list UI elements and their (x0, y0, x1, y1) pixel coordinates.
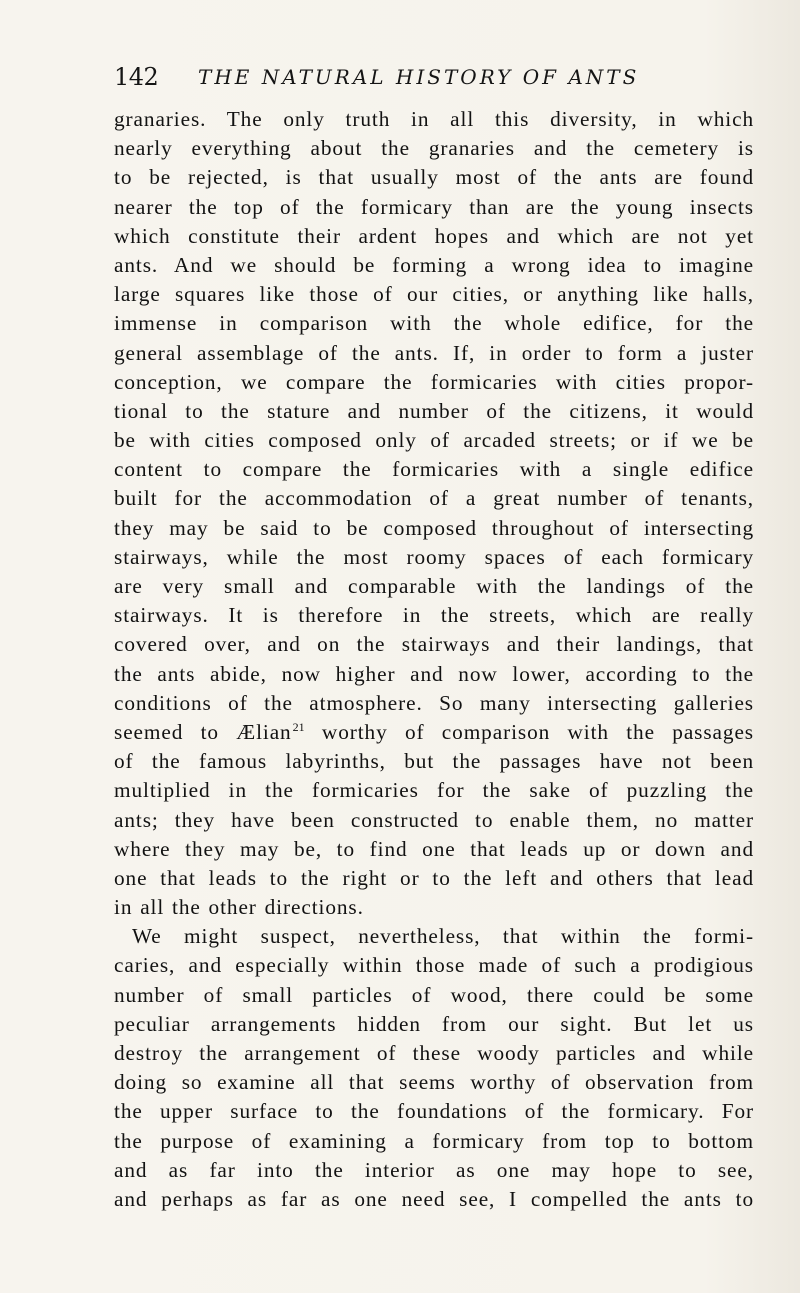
text-line: large squares like those of our cities, or anything like halls, (114, 282, 754, 307)
text-line: the purpose of examining a formicary from top to bottom (114, 1128, 754, 1153)
text-line: they may be said to be composed throughout of intersecting (114, 515, 754, 540)
page-number: 142 (114, 63, 159, 91)
text-line: and as far into the interior as one may hope to see, (114, 1157, 754, 1182)
text-line: multiplied in the formicaries for the sake of puzzling the (114, 778, 754, 803)
text-line: be with cities composed only of arcaded streets; or if we be (114, 428, 754, 453)
text-line: are very small and comparable with the landings of the (114, 574, 754, 598)
text-line: granaries. The only truth in all this diversity, in which (114, 107, 754, 131)
aelian-text-after: worthy of comparison with the passages (304, 719, 754, 744)
page-header (114, 63, 754, 95)
paragraph-end-line: in all the other directions. (114, 895, 364, 920)
text-line: destroy the arrangement of these woody particles and while (114, 1041, 754, 1065)
text-line: the upper surface to the foundations of the formicary. For (114, 1099, 754, 1124)
text-line: general assemblage of the ants. If, in order to form a juster (114, 340, 754, 365)
text-line: nearly everything about the granaries and the cemetery is (114, 136, 754, 161)
aelian-text-before: seemed to Ælian (114, 719, 292, 744)
text-line: one that leads to the right or to the left and others that lead (114, 865, 754, 890)
text-line: stairways, while the most roomy spaces of each formicary (114, 544, 754, 569)
text-line: number of small particles of wood, there could be some (114, 982, 754, 1007)
text-line: tional to the stature and number of the citizens, it would (114, 398, 754, 423)
body-text (114, 105, 754, 1214)
text-line: where they may be, to find one that leads up or down and (114, 836, 754, 861)
text-line: ants. And we should be forming a wrong idea to imagine (114, 252, 754, 277)
text-line: which constitute their ardent hopes and which are not yet (114, 223, 754, 248)
text-line: covered over, and on the stairways and their landings, that (114, 632, 754, 657)
text-line: to be rejected, is that usually most of the ants are found (114, 165, 754, 190)
text-line: built for the accommodation of a great number of tenants, (114, 486, 754, 511)
text-line: content to compare the formicaries with a single edifice (114, 457, 754, 482)
text-line: caries, and especially within those made of such a prodigious (114, 953, 754, 978)
text-line: peculiar arrangements hidden from our sight. But let us (114, 1011, 754, 1036)
text-line: conditions of the atmosphere. So many intersecting galleries (114, 690, 754, 715)
text-line-aelian (114, 718, 754, 747)
text-line: immense in comparison with the whole edifice, for the (114, 311, 754, 336)
text-line: of the famous labyrinths, but the passages have not been (114, 749, 754, 774)
text-line: the ants abide, now higher and now lower, according to the (114, 661, 754, 686)
running-title: THE NATURAL HISTORY OF ANTS (198, 65, 640, 89)
text-line: stairways. It is therefore in the streets, which are really (114, 603, 754, 628)
text-line: conception, we compare the formicaries with cities propor- (114, 369, 754, 394)
paragraph-start-line: We might suspect, nevertheless, that within the formi- (132, 924, 754, 949)
text-line: and perhaps as far as one need see, I compelled the ants to (114, 1186, 754, 1211)
footnote-marker: 21 (292, 719, 305, 734)
text-line: doing so examine all that seems worthy of observation from (114, 1070, 754, 1095)
text-line: ants; they have been constructed to enable them, no matter (114, 807, 754, 832)
text-line: nearer the top of the formicary than are the young insects (114, 194, 754, 219)
